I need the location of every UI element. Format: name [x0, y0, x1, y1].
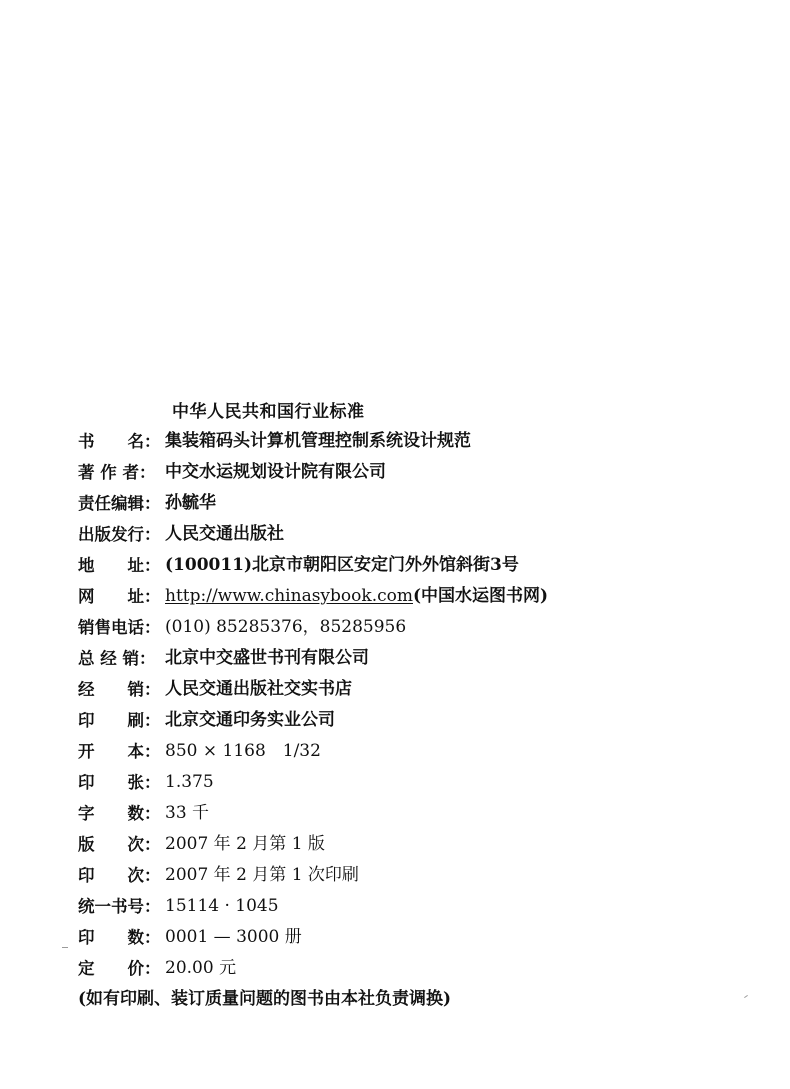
- word-count-label: 字 数：: [78, 804, 161, 823]
- info-row-publisher: [78, 519, 758, 550]
- impression-label: 印 次：: [78, 866, 161, 885]
- address-value: (100011)北京市朝阳区安定门外外馆斜街3号: [165, 555, 519, 575]
- unified-book-number-label: 统一书号：: [78, 897, 161, 916]
- sales-phone-label: 销售电话：: [78, 618, 161, 637]
- printer-label: 印 刷：: [78, 711, 161, 730]
- format-label: 开 本：: [78, 742, 161, 761]
- info-row-address: [78, 550, 758, 581]
- info-row-website: [78, 581, 758, 612]
- info-row-editor: [78, 488, 758, 519]
- website-description: (中国水运图书网): [412, 586, 549, 606]
- author-label: 著 作 者：: [78, 463, 156, 482]
- unified-book-number-value: 15114 · 1045: [165, 896, 279, 916]
- format-value: 850 × 1168 1/32: [165, 741, 321, 761]
- price-value: 20.00 元: [165, 958, 237, 978]
- word-count-value: 33 千: [165, 803, 210, 823]
- publisher-label: 出版发行：: [78, 525, 161, 544]
- edition-label: 版 次：: [78, 835, 161, 854]
- scan-speck: [62, 947, 68, 948]
- price-label: 定 价：: [78, 959, 161, 978]
- info-row-author: [78, 457, 758, 488]
- series-title: 中华人民共和国行业标准: [172, 402, 365, 422]
- publisher-value: 人民交通出版社: [165, 524, 284, 544]
- info-row-unified-book-number: [78, 891, 758, 922]
- address-label: 地 址：: [78, 556, 161, 575]
- general-distributor-label: 总 经 销：: [78, 649, 156, 668]
- info-row-edition: [78, 829, 758, 860]
- quality-note: (如有印刷、装订质量问题的图书由本社负责调换): [78, 989, 452, 1009]
- editor-label: 责任编辑：: [78, 494, 161, 513]
- info-row-print-run: [78, 922, 758, 953]
- info-row-printed-sheets: [78, 767, 758, 798]
- info-row-format: [78, 736, 758, 767]
- website-link[interactable]: http://www.chinasybook.com: [165, 586, 413, 606]
- editor-value: 孙毓华: [165, 493, 216, 513]
- distributor-label: 经 销：: [78, 680, 161, 699]
- info-row-book-title: [78, 426, 758, 457]
- printed-sheets-label: 印 张：: [78, 773, 161, 792]
- printed-sheets-value: 1.375: [165, 772, 214, 792]
- info-row-word-count: [78, 798, 758, 829]
- printer-value: 北京交通印务实业公司: [165, 710, 335, 730]
- info-row-price: [78, 953, 758, 984]
- book-title-label: 书 名：: [78, 432, 161, 451]
- impression-value: 2007 年 2 月第 1 次印刷: [165, 865, 359, 885]
- info-row-sales-phone: [78, 612, 758, 643]
- book-title-value: 集装箱码头计算机管理控制系统设计规范: [165, 431, 471, 451]
- info-row-distributor: [78, 674, 758, 705]
- publication-info: [78, 426, 758, 1015]
- edition-value: 2007 年 2 月第 1 版: [165, 834, 325, 854]
- general-distributor-value: 北京中交盛世书刊有限公司: [165, 648, 369, 668]
- info-row-printer: [78, 705, 758, 736]
- info-row-impression: [78, 860, 758, 891]
- sales-phone-value: (010) 85285376，85285956: [165, 617, 407, 637]
- print-run-value: 0001 — 3000 册: [165, 927, 302, 947]
- distributor-value: 人民交通出版社交实书店: [165, 679, 352, 699]
- website-label: 网 址：: [78, 587, 161, 606]
- info-row-general-distributor: [78, 643, 758, 674]
- print-run-label: 印 数：: [78, 928, 161, 947]
- author-value: 中交水运规划设计院有限公司: [165, 462, 386, 482]
